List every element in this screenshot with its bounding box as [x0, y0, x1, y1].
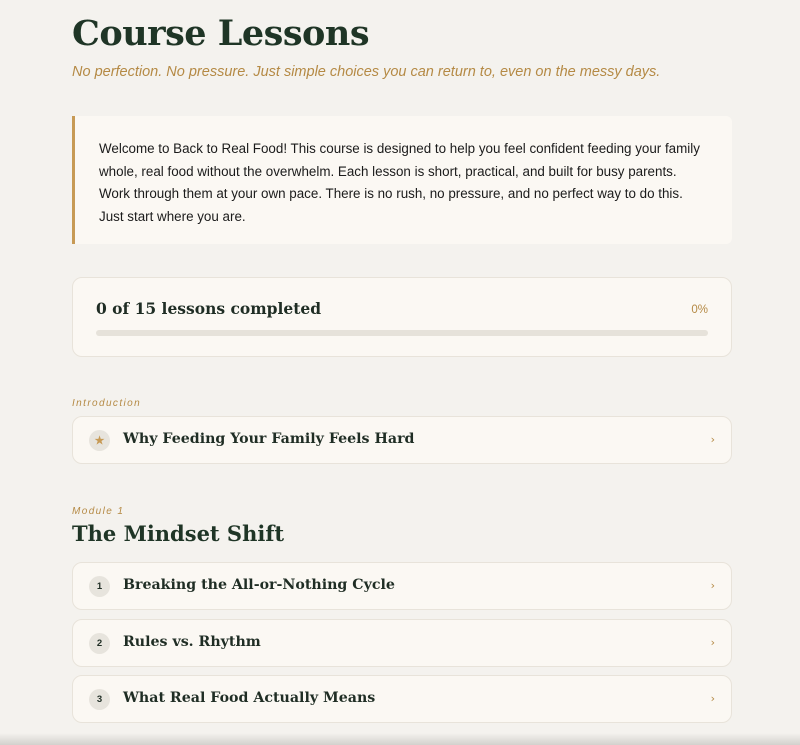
scroll-fade [0, 733, 800, 745]
section-label-introduction: Introduction [72, 398, 142, 409]
lesson-number-badge: 2 [89, 633, 110, 654]
star-icon: ★ [89, 430, 110, 451]
lesson-title: Why Feeding Your Family Feels Hard [123, 431, 415, 447]
section-label-module-1: Module 1 [72, 506, 125, 517]
lesson-card-2[interactable] [72, 619, 732, 667]
chevron-right-icon: › [710, 579, 715, 592]
lesson-title: Rules vs. Rhythm [123, 634, 261, 650]
page-subtitle: No perfection. No pressure. Just simple choices you can return to, even on the messy days. [72, 64, 661, 80]
lesson-number-badge: 3 [89, 689, 110, 710]
chevron-right-icon: › [710, 433, 715, 446]
welcome-callout [72, 116, 732, 244]
chevron-right-icon: › [710, 636, 715, 649]
lesson-card-1[interactable] [72, 562, 732, 610]
progress-label: 0 of 15 lessons completed [96, 299, 322, 318]
chevron-right-icon: › [710, 692, 715, 705]
lesson-title: Breaking the All-or-Nothing Cycle [123, 577, 395, 593]
page-title: Course Lessons [72, 13, 370, 54]
module-title: The Mindset Shift [72, 521, 285, 546]
lesson-title: What Real Food Actually Means [123, 690, 376, 706]
lesson-card-intro[interactable] [72, 416, 732, 464]
progress-bar [96, 330, 708, 336]
progress-percent: 0% [691, 304, 708, 316]
progress-card [72, 277, 732, 357]
lesson-card-3[interactable] [72, 675, 732, 723]
welcome-text: Welcome to Back to Real Food! This course is designed to help you feel confident feeding your family whole, real food without the overwhelm. Each lesson is short, practical, and built for busy parents. Work through them at your own pace. There is no rush, no pressure, and no perfect way to do this. Just start where you are. [99, 141, 700, 224]
lesson-number-badge: 1 [89, 576, 110, 597]
